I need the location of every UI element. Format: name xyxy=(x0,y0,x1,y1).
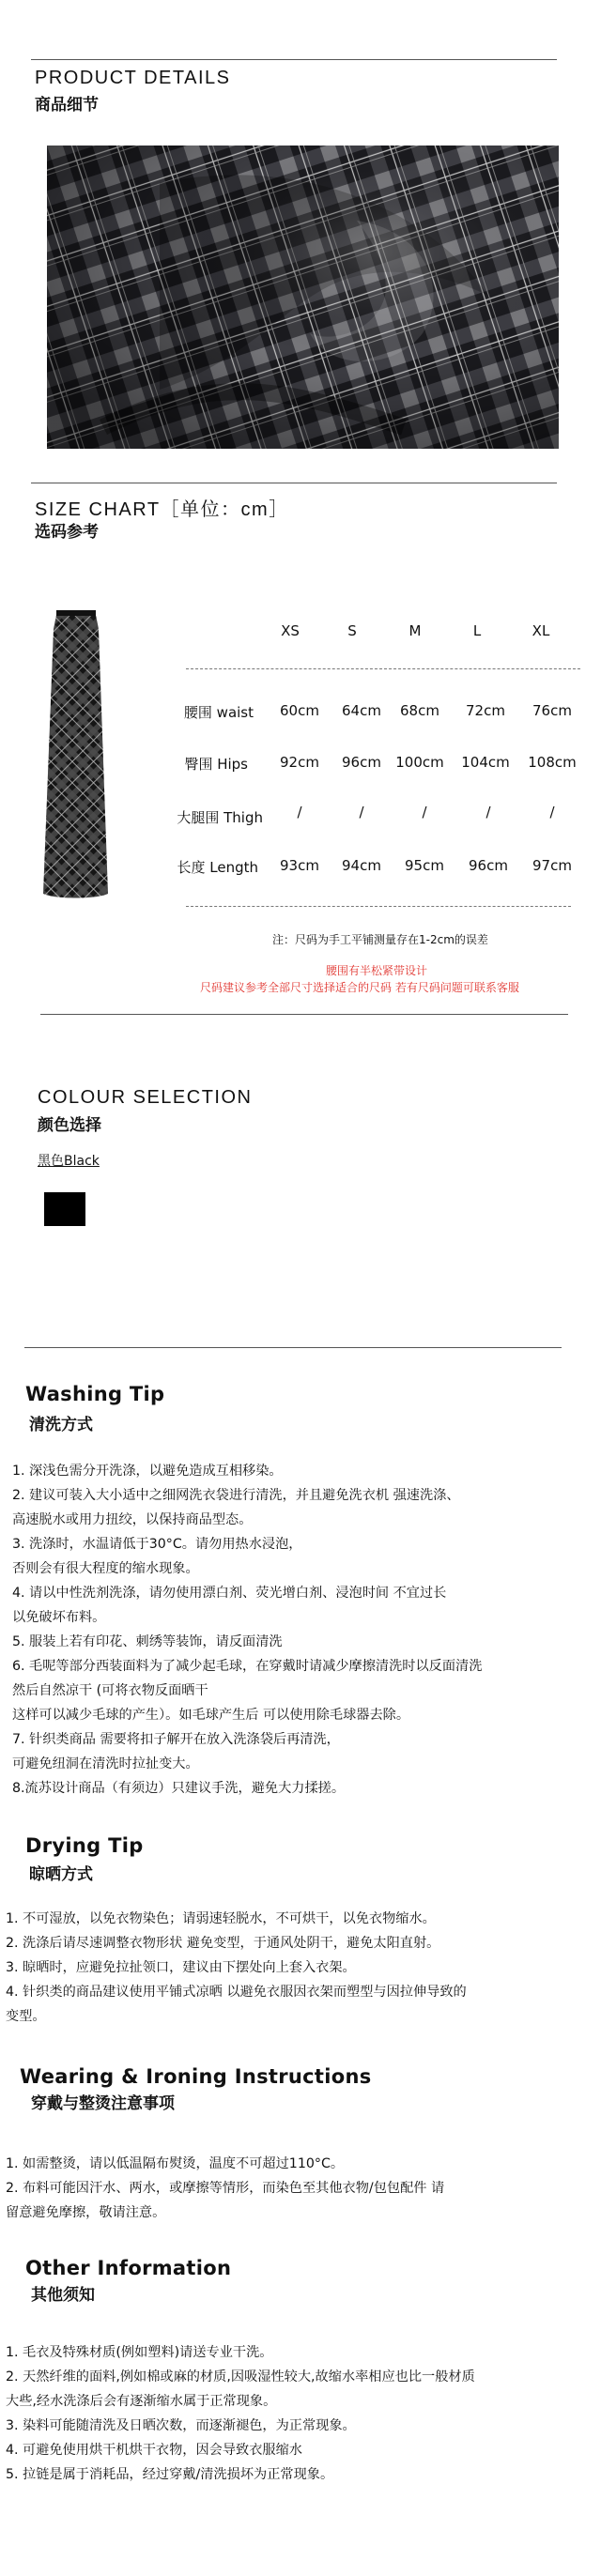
measurement-note: 注：尺码为手工平铺测量存在1-2cm的误差 xyxy=(272,933,488,946)
size-chart-title: SIZE CHART［单位：cm］ xyxy=(35,499,289,520)
other-line: 3. 染料可能随清洗及日晒次数，而逐渐褪色，为正常现象。 xyxy=(6,2418,356,2433)
wearing-tip-subtitle: 穿戴与整烫注意事项 xyxy=(31,2094,175,2113)
washing-line: 6. 毛呢等部分西装面料为了减少起毛球，在穿戴时请减少摩擦清洗时以反面清洗 xyxy=(12,1659,483,1674)
other-info-subtitle: 其他须知 xyxy=(31,2286,95,2305)
washing-line: 然后自然凉干 (可将衣物反面晒干 xyxy=(12,1683,208,1698)
colour-selection-subtitle: 颜色选择 xyxy=(38,1116,101,1135)
other-line: 大些,经水洗涤后会有逐渐缩水属于正常现象。 xyxy=(6,2394,277,2409)
other-line: 4. 可避免使用烘干机烘干衣物，因会导致衣服缩水 xyxy=(6,2443,302,2458)
cell-thigh-s: / xyxy=(359,804,364,820)
washing-tip-subtitle: 清洗方式 xyxy=(29,1416,93,1434)
drying-line: 3. 晾晒时，应避免拉扯领口，建议由下摆处向上套入衣架。 xyxy=(6,1960,356,1975)
skirt-image xyxy=(40,610,111,901)
washing-line: 可避免纽洞在清洗时拉扯变大。 xyxy=(12,1756,199,1771)
cell-length-l: 96cm xyxy=(469,857,508,874)
colour-option-label[interactable]: 黑色Black xyxy=(38,1154,100,1169)
cell-thigh-xl: / xyxy=(549,804,555,820)
cell-waist-xs: 60cm xyxy=(280,702,319,719)
size-header-xl: XL xyxy=(532,622,550,639)
drying-line: 1. 不可湿放，以免衣物染色；请弱速轻脱水，不可烘干，以免衣物缩水。 xyxy=(6,1911,436,1926)
cell-thigh-xs: / xyxy=(297,804,302,820)
cell-thigh-m: / xyxy=(422,804,427,820)
other-line: 1. 毛衣及特殊材质(例如塑料)请送专业干洗。 xyxy=(6,2345,273,2360)
cell-length-xl: 97cm xyxy=(532,857,572,874)
cell-hips-s: 96cm xyxy=(342,754,381,771)
washing-line: 否则会有很大程度的缩水现象。 xyxy=(12,1561,199,1576)
cell-length-m: 95cm xyxy=(405,857,444,874)
drying-tip-title: Drying Tip xyxy=(25,1834,144,1857)
size-chart-dash-top xyxy=(186,668,580,669)
cell-thigh-l: / xyxy=(485,804,491,820)
washing-tip-title: Washing Tip xyxy=(25,1383,165,1405)
other-line: 2. 天然纤维的面料,例如棉或麻的材质,因吸湿性较大,故缩水率相应也比一般材质 xyxy=(6,2369,475,2384)
row-label-waist: 腰围 waist xyxy=(183,704,254,721)
product-details-title: PRODUCT DETAILS xyxy=(35,68,231,88)
size-header-s: S xyxy=(347,622,357,639)
size-chart-dash-bottom xyxy=(186,906,571,907)
cell-hips-m: 100cm xyxy=(395,754,444,771)
wearing-tip-title: Wearing & Ironing Instructions xyxy=(20,2065,372,2088)
size-header-m: M xyxy=(408,622,422,639)
wearing-line: 2. 布料可能因汗水、两水，或摩擦等情形，而染色至其他衣物/包包配件 请 xyxy=(6,2181,445,2196)
size-header-l: L xyxy=(472,622,482,639)
row-label-hips: 臀围 Hips xyxy=(184,756,248,773)
drying-line: 4. 针织类的商品建议使用平铺式凉晒 以避免衣服因衣架而塑型与因拉伸导致的 xyxy=(6,1985,467,2000)
colour-swatch-black[interactable] xyxy=(44,1192,85,1226)
washing-line: 3. 洗涤时，水温请低于30°C。请勿用热水浸泡， xyxy=(12,1537,302,1552)
washing-line: 8.流苏设计商品（有须边）只建议手洗，避免大力揉搓。 xyxy=(12,1781,346,1796)
washing-line: 1. 深浅色需分开洗涤，以避免造成互相移染。 xyxy=(12,1464,283,1479)
divider-colour xyxy=(40,1014,568,1015)
other-info-title: Other Information xyxy=(25,2257,232,2279)
wearing-line: 1. 如需整烫，请以低温隔布熨烫，温度不可超过110°C。 xyxy=(6,2156,345,2171)
cell-waist-l: 72cm xyxy=(466,702,505,719)
waist-elastic-note: 腰围有半松紧带设计 xyxy=(326,964,428,977)
row-label-thigh: 大腿围 Thigh xyxy=(177,809,263,826)
drying-line: 变型。 xyxy=(6,2009,46,2024)
washing-line: 2. 建议可装入大小适中之细网洗衣袋进行清洗，并且避免洗衣机 强速洗涤、 xyxy=(12,1488,460,1503)
cell-waist-m: 68cm xyxy=(400,702,439,719)
washing-line: 以免破坏布料。 xyxy=(12,1610,106,1625)
product-details-subtitle: 商品细节 xyxy=(35,96,99,115)
cell-hips-xs: 92cm xyxy=(280,754,319,771)
drying-line: 2. 洗涤后请尽速调整衣物形状 避免变型，于通风处阴干，避免太阳直射。 xyxy=(6,1936,440,1951)
cell-hips-xl: 108cm xyxy=(528,754,577,771)
wearing-line: 留意避免摩擦，敬请注意。 xyxy=(6,2205,166,2220)
colour-selection-title: COLOUR SELECTION xyxy=(38,1087,253,1108)
cell-hips-l: 104cm xyxy=(461,754,510,771)
drying-tip-text xyxy=(6,1907,467,2029)
cell-length-xs: 93cm xyxy=(280,857,319,874)
washing-line: 5. 服装上若有印花、刺绣等装饰，请反面清洗 xyxy=(12,1634,283,1649)
wearing-tip-text xyxy=(6,2152,444,2225)
other-line: 5. 拉链是属于消耗品，经过穿戴/清洗损坏为正常现象。 xyxy=(6,2467,334,2482)
size-advice-note: 尺码建议参考全部尺寸选择适合的尺码 若有尺码问题可联系客服 xyxy=(200,981,519,994)
row-label-length: 长度 Length xyxy=(177,859,258,876)
cell-length-s: 94cm xyxy=(342,857,381,874)
drying-tip-subtitle: 晾晒方式 xyxy=(29,1865,93,1884)
size-chart-subtitle: 选码参考 xyxy=(35,523,99,542)
washing-line: 4. 请以中性洗剂洗涤，请勿使用漂白剂、荧光增白剂、浸泡时间 不宜过长 xyxy=(12,1586,447,1601)
other-info-text xyxy=(6,2340,475,2487)
fabric-detail-image xyxy=(47,146,559,449)
cell-waist-xl: 76cm xyxy=(532,702,572,719)
size-header-xs: XS xyxy=(281,622,300,639)
divider-care xyxy=(24,1347,562,1348)
washing-tip-text xyxy=(12,1459,482,1801)
washing-line: 这样可以减少毛球的产生）。如毛球产生后 可以使用除毛球器去除。 xyxy=(12,1708,410,1723)
washing-line: 7. 针织类商品 需要将扣子解开在放入洗涤袋后再清洗， xyxy=(12,1732,340,1747)
cell-waist-s: 64cm xyxy=(342,702,381,719)
divider-top xyxy=(31,59,557,60)
washing-line: 高速脱水或用力扭绞，以保持商品型态。 xyxy=(12,1512,253,1527)
